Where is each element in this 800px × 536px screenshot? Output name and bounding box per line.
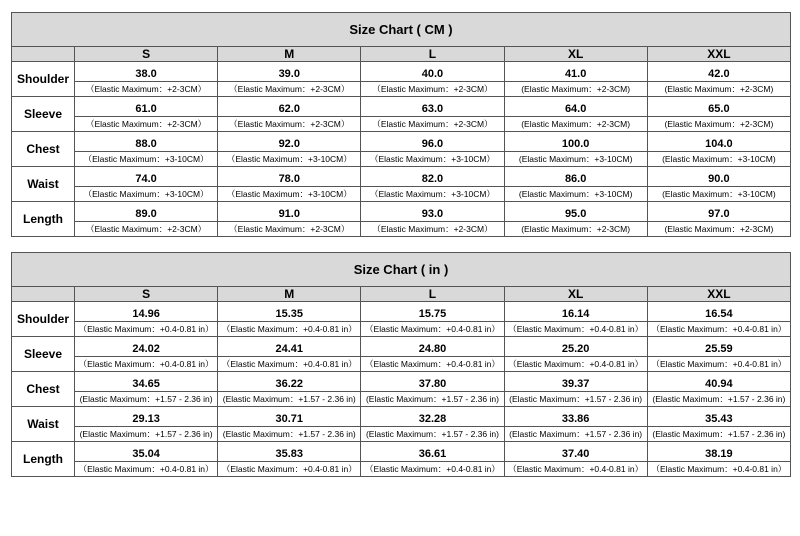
measurement-value: 32.28	[361, 407, 504, 427]
elastic-note: （Elastic Maximum：+3-10CM）	[361, 187, 504, 202]
elastic-note: （Elastic Maximum：+0.4-0.81 in）	[504, 322, 647, 337]
table-row	[12, 302, 791, 322]
elastic-note: (Elastic Maximum：+3-10CM)	[647, 187, 790, 202]
elastic-note: （Elastic Maximum：+3-10CM）	[75, 187, 218, 202]
table-row	[12, 202, 791, 222]
size-header: XL	[504, 47, 647, 62]
elastic-note: （Elastic Maximum：+0.4-0.81 in）	[361, 462, 504, 477]
measurement-value: 29.13	[75, 407, 218, 427]
measurement-value: 37.80	[361, 372, 504, 392]
measurement-label: Chest	[12, 372, 75, 407]
measurement-value: 41.0	[504, 62, 647, 82]
size-header: S	[75, 47, 218, 62]
elastic-note: （Elastic Maximum：+3-10CM）	[218, 152, 361, 167]
measurement-value: 35.83	[218, 442, 361, 462]
elastic-note: (Elastic Maximum：+1.57 - 2.36 in)	[504, 392, 647, 407]
elastic-note: （Elastic Maximum：+0.4-0.81 in）	[504, 357, 647, 372]
elastic-note: (Elastic Maximum：+1.57 - 2.36 in)	[218, 392, 361, 407]
elastic-note: （Elastic Maximum：+3-10CM）	[75, 152, 218, 167]
measurement-value: 90.0	[647, 167, 790, 187]
elastic-note: （Elastic Maximum：+2-3CM）	[361, 222, 504, 237]
measurement-value: 39.37	[504, 372, 647, 392]
elastic-note: （Elastic Maximum：+3-10CM）	[218, 187, 361, 202]
size-header: S	[75, 287, 218, 302]
measurement-value: 16.54	[647, 302, 790, 322]
measurement-value: 104.0	[647, 132, 790, 152]
chart-title: Size Chart ( CM )	[12, 13, 791, 47]
elastic-note: （Elastic Maximum：+2-3CM）	[218, 82, 361, 97]
measurement-value: 34.65	[75, 372, 218, 392]
measurement-value: 89.0	[75, 202, 218, 222]
measurement-value: 36.61	[361, 442, 504, 462]
measurement-label: Chest	[12, 132, 75, 167]
size-header: M	[218, 47, 361, 62]
measurement-label: Sleeve	[12, 337, 75, 372]
elastic-note: (Elastic Maximum：+3-10CM)	[504, 187, 647, 202]
measurement-value: 96.0	[361, 132, 504, 152]
measurement-value: 38.19	[647, 442, 790, 462]
measurement-value: 33.86	[504, 407, 647, 427]
table-row	[12, 442, 791, 462]
size-header: XL	[504, 287, 647, 302]
elastic-note: （Elastic Maximum：+0.4-0.81 in）	[218, 357, 361, 372]
measurement-value: 82.0	[361, 167, 504, 187]
measurement-value: 15.35	[218, 302, 361, 322]
elastic-note: （Elastic Maximum：+0.4-0.81 in）	[647, 462, 790, 477]
elastic-note: （Elastic Maximum：+3-10CM）	[361, 152, 504, 167]
table-row	[12, 407, 791, 427]
measurement-value: 95.0	[504, 202, 647, 222]
size-chart-cm	[11, 12, 791, 237]
table-row	[12, 167, 791, 187]
elastic-note: （Elastic Maximum：+2-3CM）	[361, 82, 504, 97]
measurement-value: 40.94	[647, 372, 790, 392]
table-row	[12, 357, 791, 372]
measurement-value: 35.43	[647, 407, 790, 427]
elastic-note: （Elastic Maximum：+2-3CM）	[75, 117, 218, 132]
elastic-note: （Elastic Maximum：+0.4-0.81 in）	[504, 462, 647, 477]
measurement-value: 25.20	[504, 337, 647, 357]
measurement-label: Waist	[12, 407, 75, 442]
elastic-note: (Elastic Maximum：+1.57 - 2.36 in)	[75, 392, 218, 407]
measurement-value: 14.96	[75, 302, 218, 322]
elastic-note: （Elastic Maximum：+0.4-0.81 in）	[218, 462, 361, 477]
measurement-value: 93.0	[361, 202, 504, 222]
elastic-note: (Elastic Maximum：+1.57 - 2.36 in)	[361, 392, 504, 407]
measurement-label: Sleeve	[12, 97, 75, 132]
table-row	[12, 82, 791, 97]
elastic-note: (Elastic Maximum：+2-3CM)	[504, 222, 647, 237]
elastic-note: (Elastic Maximum：+2-3CM)	[504, 82, 647, 97]
measurement-value: 78.0	[218, 167, 361, 187]
table-row	[12, 187, 791, 202]
measurement-value: 64.0	[504, 97, 647, 117]
elastic-note: (Elastic Maximum：+2-3CM)	[647, 82, 790, 97]
elastic-note: (Elastic Maximum：+1.57 - 2.36 in)	[647, 427, 790, 442]
table-row	[12, 152, 791, 167]
measurement-value: 92.0	[218, 132, 361, 152]
measurement-value: 15.75	[361, 302, 504, 322]
size-header: L	[361, 47, 504, 62]
measurement-label: Shoulder	[12, 62, 75, 97]
header-corner	[12, 47, 75, 62]
measurement-value: 40.0	[361, 62, 504, 82]
measurement-value: 42.0	[647, 62, 790, 82]
measurement-value: 24.80	[361, 337, 504, 357]
measurement-value: 88.0	[75, 132, 218, 152]
elastic-note: （Elastic Maximum：+0.4-0.81 in）	[647, 357, 790, 372]
measurement-value: 91.0	[218, 202, 361, 222]
elastic-note: （Elastic Maximum：+2-3CM）	[75, 222, 218, 237]
elastic-note: （Elastic Maximum：+2-3CM）	[218, 117, 361, 132]
size-header: XXL	[647, 47, 790, 62]
size-header: M	[218, 287, 361, 302]
elastic-note: (Elastic Maximum：+3-10CM)	[504, 152, 647, 167]
measurement-value: 39.0	[218, 62, 361, 82]
measurement-value: 74.0	[75, 167, 218, 187]
size-table	[11, 12, 791, 237]
table-row	[12, 322, 791, 337]
elastic-note: （Elastic Maximum：+2-3CM）	[218, 222, 361, 237]
measurement-value: 24.02	[75, 337, 218, 357]
elastic-note: (Elastic Maximum：+1.57 - 2.36 in)	[361, 427, 504, 442]
elastic-note: (Elastic Maximum：+1.57 - 2.36 in)	[647, 392, 790, 407]
measurement-value: 25.59	[647, 337, 790, 357]
table-row	[12, 427, 791, 442]
size-table	[11, 252, 791, 477]
measurement-value: 62.0	[218, 97, 361, 117]
measurement-value: 36.22	[218, 372, 361, 392]
measurement-label: Length	[12, 202, 75, 237]
measurement-label: Length	[12, 442, 75, 477]
measurement-value: 61.0	[75, 97, 218, 117]
measurement-value: 100.0	[504, 132, 647, 152]
elastic-note: (Elastic Maximum：+2-3CM)	[647, 222, 790, 237]
table-row	[12, 392, 791, 407]
elastic-note: （Elastic Maximum：+0.4-0.81 in）	[218, 322, 361, 337]
header-corner	[12, 287, 75, 302]
measurement-value: 37.40	[504, 442, 647, 462]
elastic-note: （Elastic Maximum：+0.4-0.81 in）	[75, 357, 218, 372]
elastic-note: (Elastic Maximum：+3-10CM)	[647, 152, 790, 167]
table-row	[12, 222, 791, 237]
elastic-note: (Elastic Maximum：+1.57 - 2.36 in)	[75, 427, 218, 442]
table-row	[12, 117, 791, 132]
elastic-note: （Elastic Maximum：+0.4-0.81 in）	[361, 322, 504, 337]
measurement-value: 65.0	[647, 97, 790, 117]
elastic-note: （Elastic Maximum：+2-3CM）	[361, 117, 504, 132]
table-row	[12, 62, 791, 82]
measurement-value: 16.14	[504, 302, 647, 322]
elastic-note: (Elastic Maximum：+1.57 - 2.36 in)	[218, 427, 361, 442]
table-row	[12, 372, 791, 392]
chart-title: Size Chart ( in )	[12, 253, 791, 287]
elastic-note: （Elastic Maximum：+2-3CM）	[75, 82, 218, 97]
measurement-label: Waist	[12, 167, 75, 202]
measurement-value: 38.0	[75, 62, 218, 82]
measurement-value: 63.0	[361, 97, 504, 117]
size-chart-in	[11, 252, 791, 477]
measurement-value: 97.0	[647, 202, 790, 222]
measurement-label: Shoulder	[12, 302, 75, 337]
elastic-note: （Elastic Maximum：+0.4-0.81 in）	[361, 357, 504, 372]
elastic-note: （Elastic Maximum：+0.4-0.81 in）	[647, 322, 790, 337]
table-row	[12, 337, 791, 357]
size-header: L	[361, 287, 504, 302]
measurement-value: 24.41	[218, 337, 361, 357]
size-header: XXL	[647, 287, 790, 302]
elastic-note: (Elastic Maximum：+2-3CM)	[504, 117, 647, 132]
measurement-value: 35.04	[75, 442, 218, 462]
measurement-value: 30.71	[218, 407, 361, 427]
elastic-note: （Elastic Maximum：+0.4-0.81 in）	[75, 322, 218, 337]
elastic-note: (Elastic Maximum：+2-3CM)	[647, 117, 790, 132]
table-row	[12, 132, 791, 152]
table-row	[12, 97, 791, 117]
elastic-note: （Elastic Maximum：+0.4-0.81 in）	[75, 462, 218, 477]
table-row	[12, 462, 791, 477]
measurement-value: 86.0	[504, 167, 647, 187]
elastic-note: (Elastic Maximum：+1.57 - 2.36 in)	[504, 427, 647, 442]
